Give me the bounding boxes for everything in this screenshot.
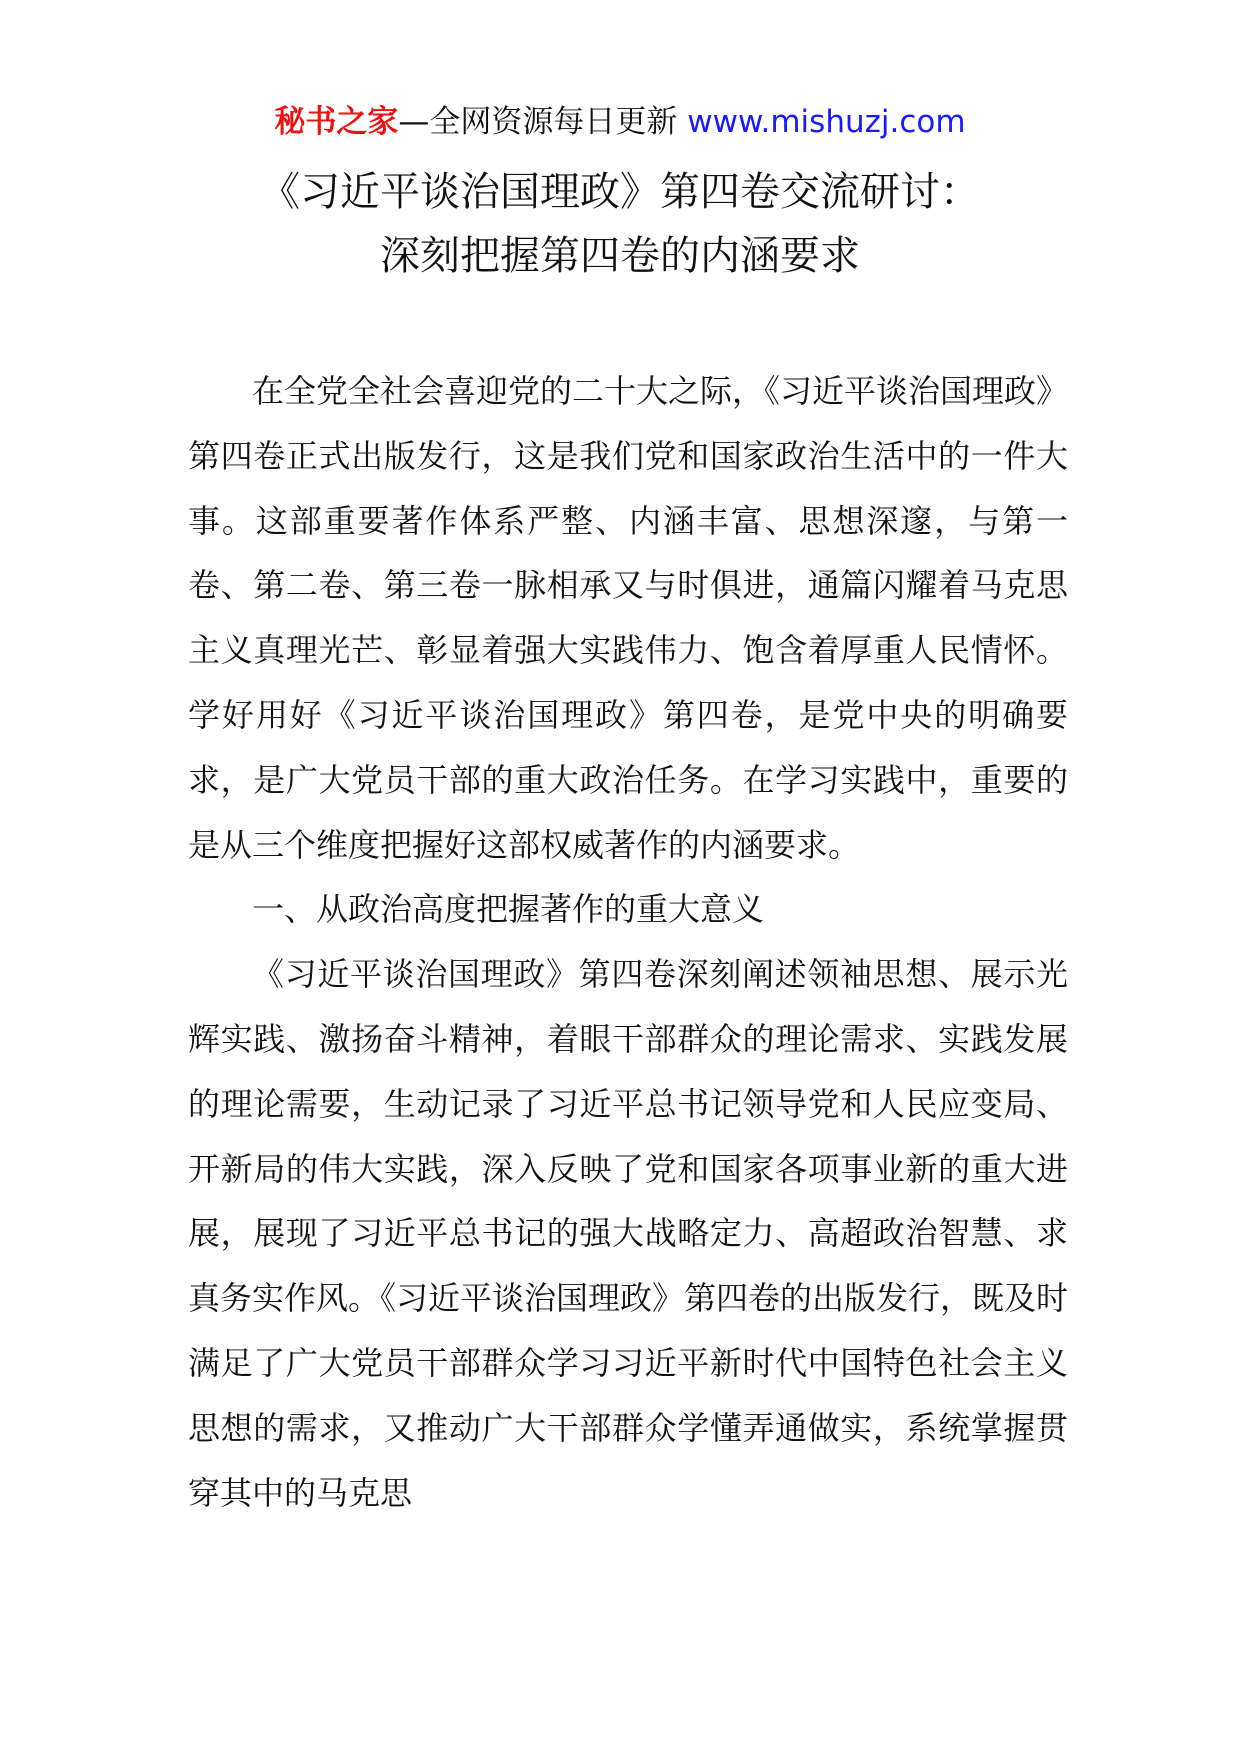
title-line-2: 深刻把握第四卷的内涵要求	[380, 233, 860, 279]
site-header	[0, 100, 1240, 144]
document-title	[0, 160, 1240, 288]
site-url-link[interactable]: www.mishuzj.com	[687, 104, 966, 140]
paragraph-section-1: 《习近平谈治国理政》第四卷深刻阐述领袖思想、展示光辉实践、激扬奋斗精神，着眼干部群众的理论需求、实践发展的理论需要，生动记录了习近平总书记领导党和人民应变局、开新局的伟大实践，深入反映了党和国家各项事业新的重大进展，展现了习近平总书记的强大战略定力、高超政治智慧、求真务实作风。《习近平谈治国理政》第四卷的出版发行，既及时满足了广大党员干部群众学习习近平新时代中国特色社会主义思想的需求，又推动广大干部群众学懂弄通做实，系统掌握贯穿其中的马克思	[188, 955, 1069, 1512]
section-heading-1: 一、从政治高度把握著作的重大意义	[252, 890, 765, 929]
document-body	[188, 359, 1068, 1525]
header-tagline: —全网资源每日更新	[398, 104, 688, 140]
brand-name: 秘书之家	[274, 104, 399, 140]
title-line-1: 《习近平谈治国理政》第四卷交流研讨：	[260, 169, 980, 215]
paragraph-intro: 在全党全社会喜迎党的二十大之际，《习近平谈治国理政》第四卷正式出版发行，这是我们党和国家政治生活中的一件大事。这部重要著作体系严整、内涵丰富、思想深邃，与第一卷、第二卷、第三卷一脉相承又与时俱进，通篇闪耀着马克思主义真理光芒、彰显着强大实践伟力、饱含着厚重人民情怀。学好用好《习近平谈治国理政》第四卷，是党中央的明确要求，是广大党员干部的重大政治任务。在学习实践中，重要的是从三个维度把握好这部权威著作的内涵要求。	[188, 372, 1069, 864]
